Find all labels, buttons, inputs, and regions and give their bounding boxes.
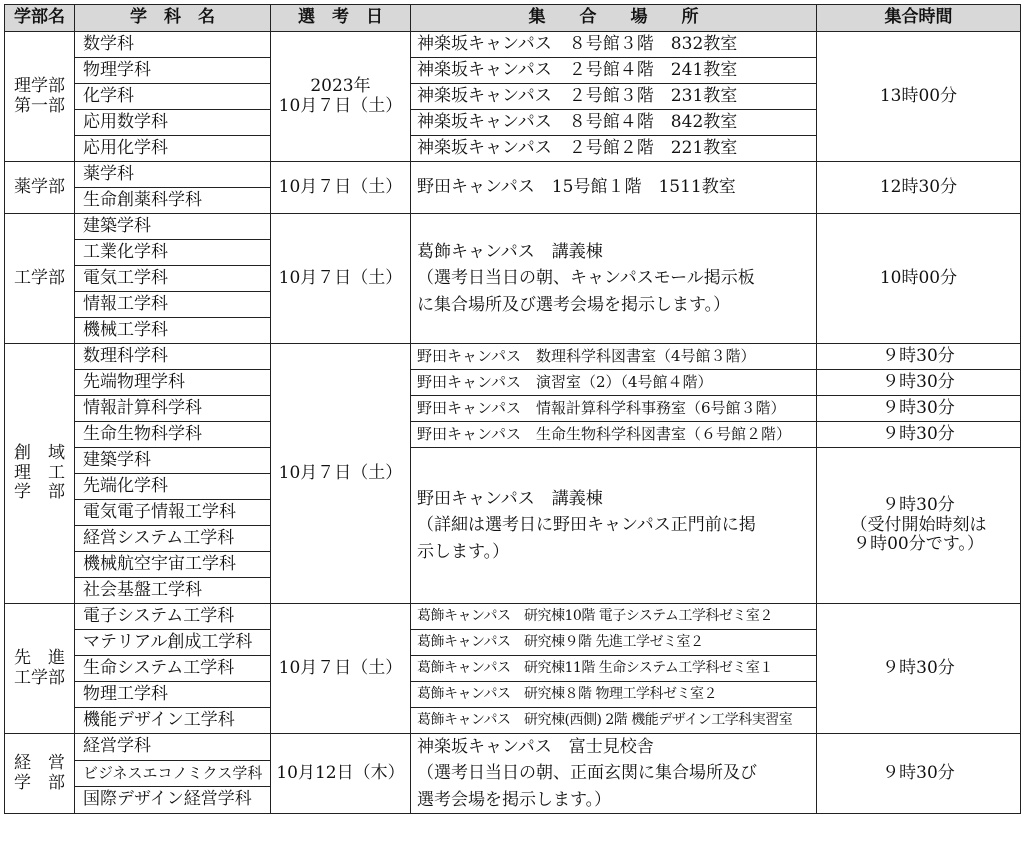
department-cell: 先端物理学科: [75, 370, 271, 396]
date-cell: 10月７日（土）: [271, 604, 411, 734]
table-row: [5, 396, 1021, 422]
place-cell: 神楽坂キャンパス ８号館４階 842教室: [411, 110, 817, 136]
place-cell: 神楽坂キャンパス ８号館３階 832教室: [411, 32, 817, 58]
department-cell: 生命創薬科学科: [75, 188, 271, 214]
faculty-name: 経 営: [14, 752, 65, 773]
department-cell: 先端化学科: [75, 474, 271, 500]
faculty-name: 学 部: [14, 482, 65, 503]
header-date: 選 考 日: [271, 5, 411, 32]
date-cell: [271, 32, 411, 162]
time-cell: ９時30分: [817, 604, 1021, 734]
department-cell: 薬学科: [75, 162, 271, 188]
faculty-cell: [5, 734, 75, 814]
department-cell: 物理工学科: [75, 682, 271, 708]
faculty-name: 創 域: [14, 443, 65, 464]
faculty-cell: 工学部: [5, 214, 75, 344]
time-cell: ９時30分: [817, 422, 1021, 448]
department-cell: 生命システム工学科: [75, 656, 271, 682]
faculty-name: 理学部: [14, 75, 65, 96]
department-cell: 工業化学科: [75, 240, 271, 266]
place-cell: [411, 214, 817, 344]
department-cell: 機能デザイン工学科: [75, 708, 271, 734]
table-row: [5, 370, 1021, 396]
time-cell: 10時00分: [817, 214, 1021, 344]
place-cell: 葛飾キャンパス 研究棟10階 電子システム工学科ゼミ室２: [411, 604, 817, 630]
faculty-name: 第一部: [14, 95, 65, 116]
department-cell: 生命生物科学科: [75, 422, 271, 448]
place-line: に集合場所及び選考会場を掲示します。）: [417, 294, 731, 315]
place-line: （選考日当日の朝、正面玄関に集合場所及び: [417, 763, 757, 784]
place-cell: 神楽坂キャンパス ２号館４階 241教室: [411, 58, 817, 84]
time-cell: ９時30分: [817, 344, 1021, 370]
department-cell: 経営学科: [75, 734, 271, 761]
place-line: 葛飾キャンパス 講義棟: [417, 241, 603, 262]
table-row: [5, 32, 1021, 58]
table-row: [5, 162, 1021, 188]
time-line: （受付開始時刻は: [850, 514, 987, 535]
department-cell: マテリアル創成工学科: [75, 630, 271, 656]
table-row: [5, 214, 1021, 240]
department-cell: 建築学科: [75, 214, 271, 240]
place-line: 選考会場を掲示します。）: [417, 789, 612, 810]
department-cell: 化学科: [75, 84, 271, 110]
department-cell: 経営システム工学科: [75, 526, 271, 552]
faculty-cell: [5, 604, 75, 734]
place-cell: 野田キャンパス 15号館１階 1511教室: [411, 162, 817, 214]
faculty-cell: [5, 32, 75, 162]
department-cell: 建築学科: [75, 448, 271, 474]
faculty-name: 工学部: [14, 667, 65, 688]
date-cell: 10月７日（土）: [271, 344, 411, 604]
table-row: [5, 448, 1021, 474]
department-cell: 物理学科: [75, 58, 271, 84]
department-cell: 電気電子情報工学科: [75, 500, 271, 526]
place-line: （選考日当日の朝、キャンパスモール掲示板: [417, 268, 755, 289]
time-cell: [817, 448, 1021, 604]
place-cell: 神楽坂キャンパス ２号館２階 221教室: [411, 136, 817, 162]
place-cell: 野田キャンパス 情報計算科学科事務室（6号館３階）: [411, 396, 817, 422]
department-cell: 電気工学科: [75, 266, 271, 292]
faculty-name: 学 部: [14, 772, 65, 793]
faculty-name: 理 工: [14, 462, 65, 483]
date-cell: 10月７日（土）: [271, 162, 411, 214]
place-cell: 葛飾キャンパス 研究棟９階 先進工学ゼミ室２: [411, 630, 817, 656]
place-line: 示します。）: [417, 541, 510, 562]
header-department: 学 科 名: [75, 5, 271, 32]
place-cell: 葛飾キャンパス 研究棟(西側) 2階 機能デザイン工学科実習室: [411, 708, 817, 734]
faculty-name: 先 進: [14, 647, 65, 668]
department-cell: 社会基盤工学科: [75, 578, 271, 604]
place-cell: [411, 448, 817, 604]
date-cell: 10月12日（木）: [271, 734, 411, 814]
time-cell: ９時30分: [817, 396, 1021, 422]
department-cell: 情報工学科: [75, 292, 271, 318]
department-cell: 電子システム工学科: [75, 604, 271, 630]
time-cell: 12時30分: [817, 162, 1021, 214]
schedule-table: [4, 4, 1021, 814]
department-cell: 数学科: [75, 32, 271, 58]
place-line: 神楽坂キャンパス 富士見校舎: [417, 737, 654, 757]
table-row: [5, 422, 1021, 448]
department-cell: 情報計算科学科: [75, 396, 271, 422]
header-row: [5, 5, 1021, 32]
department-cell: 機械航空宇宙工学科: [75, 552, 271, 578]
date-year: 2023年: [310, 75, 371, 96]
time-line: ９時30分: [882, 495, 955, 516]
place-cell: 野田キャンパス 演習室（2）（4号館４階）: [411, 370, 817, 396]
faculty-cell: [5, 344, 75, 604]
date-day: 10月７日（土）: [278, 95, 403, 116]
department-cell: 機械工学科: [75, 318, 271, 344]
date-cell: 10月７日（土）: [271, 214, 411, 344]
place-line: （詳細は選考日に野田キャンパス正門前に掲: [417, 515, 756, 536]
table-row: [5, 734, 1021, 761]
table-row: [5, 604, 1021, 630]
time-cell: ９時30分: [817, 734, 1021, 814]
table-row: [5, 344, 1021, 370]
place-line: 野田キャンパス 講義棟: [417, 488, 603, 509]
time-line: ９時00分です。）: [853, 534, 984, 555]
place-cell: 葛飾キャンパス 研究棟11階 生命システム工学科ゼミ室１: [411, 656, 817, 682]
header-faculty: 学部名: [5, 5, 75, 32]
department-cell: 国際デザイン経営学科: [75, 787, 271, 814]
place-cell: [411, 734, 817, 814]
header-time: 集合時間: [817, 5, 1021, 32]
place-cell: 野田キャンパス 生命生物科学科図書室（６号館２階）: [411, 422, 817, 448]
header-place: 集 合 場 所: [411, 5, 817, 32]
time-cell: 13時00分: [817, 32, 1021, 162]
department-cell: 応用化学科: [75, 136, 271, 162]
place-cell: 神楽坂キャンパス ２号館３階 231教室: [411, 84, 817, 110]
department-cell: ビジネスエコノミクス学科: [75, 760, 271, 787]
department-cell: 応用数学科: [75, 110, 271, 136]
place-cell: 葛飾キャンパス 研究棟８階 物理工学科ゼミ室２: [411, 682, 817, 708]
faculty-cell: 薬学部: [5, 162, 75, 214]
department-cell: 数理科学科: [75, 344, 271, 370]
time-cell: ９時30分: [817, 370, 1021, 396]
place-cell: 野田キャンパス 数理科学科図書室（4号館３階）: [411, 344, 817, 370]
